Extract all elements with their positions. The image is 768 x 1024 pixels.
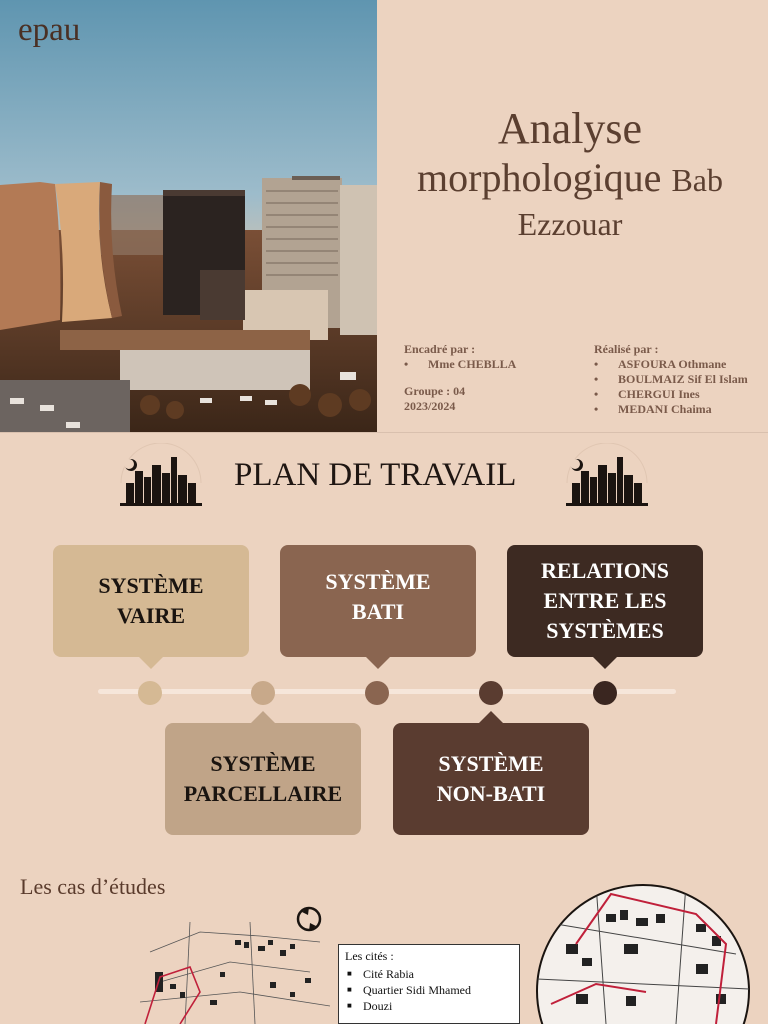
box-label: SYSTÈME PARCELLAIRE (183, 751, 343, 806)
box-relations (507, 545, 703, 657)
timeline-dot (138, 681, 162, 705)
cite-item: ■ Cité Rabia (345, 966, 513, 982)
authors-info (594, 342, 748, 417)
cites-label: Les cités : (345, 949, 394, 963)
title-word-morphologique: morphologique (417, 155, 662, 200)
plan-title: PLAN DE TRAVAIL (234, 457, 517, 493)
author-item: • CHERGUI Ines (594, 387, 748, 402)
callout-pointer (593, 657, 617, 669)
box-systeme-non-bati (393, 723, 589, 835)
box-label: SYSTÈME NON-BATI (436, 751, 546, 806)
title-line-1: Analyse (497, 104, 643, 153)
supervisor-name: • Mme CHEBLLA (404, 357, 516, 372)
timeline-dot (365, 681, 389, 705)
city-skyline-icon (564, 443, 650, 507)
timeline-dot (251, 681, 275, 705)
supervision-info (404, 342, 516, 414)
author-item: • ASFOURA Othmane (594, 357, 748, 372)
callout-pointer (479, 711, 503, 723)
title-line-2 (385, 154, 755, 204)
case-studies-title: Les cas d’études (20, 874, 166, 899)
callout-pointer (251, 711, 275, 723)
box-label: RELATIONS ENTRE LES SYSTÈMES (541, 558, 669, 643)
work-plan-slide (0, 432, 768, 865)
case-studies-slide (0, 864, 768, 1024)
title-line-3: Ezzouar (517, 206, 623, 242)
cites-legend (338, 944, 520, 1024)
compass-icon (294, 904, 324, 934)
callout-pointer (139, 657, 163, 669)
main-title (385, 104, 755, 244)
timeline-dot (479, 681, 503, 705)
title-word-bab: Bab (671, 162, 723, 198)
title-slide (0, 0, 768, 432)
box-systeme-bati (280, 545, 476, 657)
cite-item: ■ Douzi (345, 998, 513, 1014)
site-plan-map (140, 922, 330, 1024)
supervised-label: Encadré par : (404, 342, 476, 356)
box-label: SYSTÈME VAIRE (98, 573, 204, 628)
author-item: • BOULMAIZ Sif El Islam (594, 372, 748, 387)
logo-text: epau (18, 12, 81, 48)
group-label: Groupe : 04 (404, 384, 466, 398)
city-skyline-icon (118, 443, 204, 507)
callout-pointer (366, 657, 390, 669)
detail-map-circle (536, 884, 750, 1024)
box-label: SYSTÈME BATI (325, 569, 431, 624)
year-label: 2023/2024 (404, 399, 456, 413)
cite-item: ■ Quartier Sidi Mhamed (345, 982, 513, 998)
city-photo (0, 0, 377, 432)
box-systeme-vaire (53, 545, 249, 657)
author-item: • MEDANI Chaima (594, 402, 748, 417)
timeline-dot (593, 681, 617, 705)
box-systeme-parcellaire (165, 723, 361, 835)
made-by-label: Réalisé par : (594, 342, 659, 356)
